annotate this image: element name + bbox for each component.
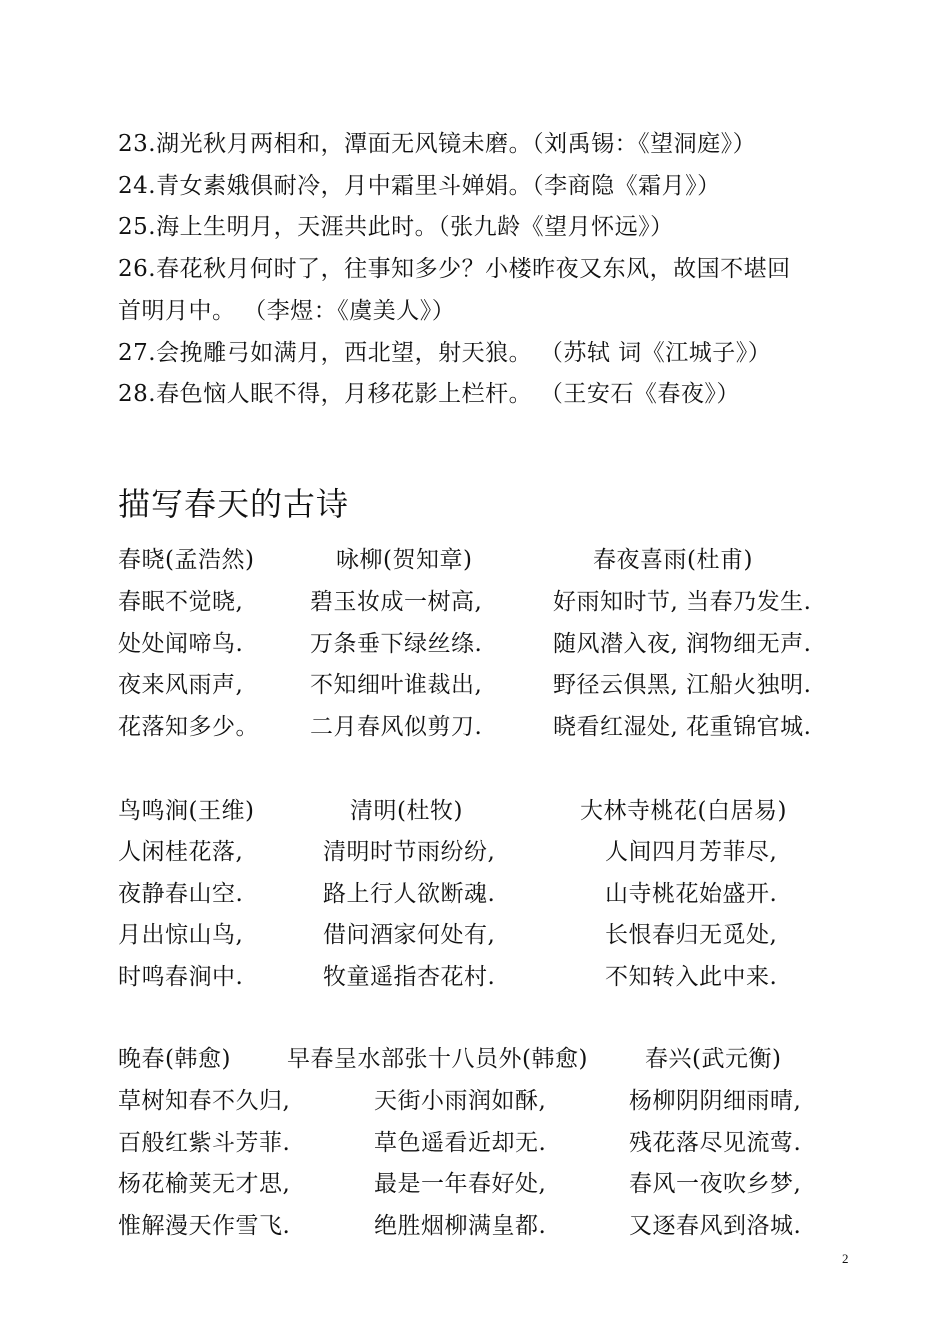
poem-verse: 长恨春归无觅处, (605, 922, 778, 948)
poem-verse: 好雨知时节, 当春乃发生. (553, 589, 812, 615)
poem-verse: 处处闻啼鸟. (118, 631, 244, 657)
poem-line-26: 26.春花秋月何时了，往事知多少？小楼昨夜又东风，故国不堪回 (118, 256, 791, 282)
poem-verse: 绝胜烟柳满皇都. (374, 1213, 547, 1239)
poem-line-28: 28.春色恼人眠不得，月移花影上栏杆。 （王安石《春夜》） (118, 381, 740, 407)
poem-verse: 牧童遥指杏花村. (323, 964, 496, 990)
poem-title: 清明(杜牧) (350, 798, 463, 824)
poem-verse: 杨花榆荚无才思, (118, 1171, 291, 1197)
poem-verse: 二月春风似剪刀. (310, 714, 483, 740)
poem-verse: 野径云俱黑, 江船火独明. (553, 672, 812, 698)
poem-verse: 残花落尽见流莺. (629, 1130, 802, 1156)
poem-verse: 随风潜入夜, 润物细无声. (553, 631, 812, 657)
poem-verse: 花落知多少。 (118, 714, 259, 740)
poem-title: 春夜喜雨(杜甫) (593, 547, 753, 573)
poem-verse: 晓看红湿处, 花重锦官城. (553, 714, 812, 740)
poem-verse: 杨柳阴阴细雨晴, (629, 1088, 802, 1114)
poem-verse: 草树知春不久归, (118, 1088, 291, 1114)
poem-verse: 路上行人欲断魂. (323, 881, 496, 907)
poem-verse: 春风一夜吹乡梦, (629, 1171, 802, 1197)
poem-verse: 夜静春山空. (118, 881, 244, 907)
poem-verse: 时鸣春涧中. (118, 964, 244, 990)
poem-title: 大林寺桃花(白居易) (580, 798, 787, 824)
poem-verse: 春眠不觉晓, (118, 589, 244, 615)
page-number: 2 (842, 1251, 849, 1266)
poem-verse: 清明时节雨纷纷, (323, 839, 496, 865)
poem-title: 晚春(韩愈) (118, 1046, 231, 1072)
section-heading: 描写春天的古诗 (118, 485, 350, 523)
poem-title: 春晓(孟浩然) (118, 547, 255, 573)
poem-verse: 惟解漫天作雪飞. (118, 1213, 291, 1239)
poem-verse: 万条垂下绿丝绦. (310, 631, 483, 657)
poem-line-23: 23.湖光秋月两相和，潭面无风镜未磨。（刘禹锡：《望洞庭》） (118, 131, 757, 157)
poem-verse: 山寺桃花始盛开. (605, 881, 778, 907)
poem-title: 春兴(武元衡) (645, 1046, 782, 1072)
poem-line-24: 24.青女素娥俱耐冷，月中霜里斗婵娟。（李商隐《霜月》） (118, 173, 721, 199)
poem-line-25: 25.海上生明月，天涯共此时。（张九龄《望月怀远》） (118, 214, 674, 240)
poem-verse: 不知细叶谁裁出, (310, 672, 483, 698)
poem-line-26-continued: 首明月中。 （李煜：《虞美人》） (118, 298, 456, 324)
poem-verse: 夜来风雨声, (118, 672, 244, 698)
poem-title: 咏柳(贺知章) (336, 547, 473, 573)
poem-verse: 不知转入此中来. (605, 964, 778, 990)
poem-verse: 借问酒家何处有, (323, 922, 496, 948)
poem-verse: 最是一年春好处, (374, 1171, 547, 1197)
poem-verse: 天街小雨润如酥, (374, 1088, 547, 1114)
poem-title: 鸟鸣涧(王维) (118, 798, 255, 824)
poem-verse: 又逐春风到洛城. (629, 1213, 802, 1239)
poem-verse: 人间四月芳菲尽, (605, 839, 778, 865)
poem-verse: 草色遥看近却无. (374, 1130, 547, 1156)
poem-line-27: 27.会挽雕弓如满月，西北望，射天狼。 （苏轼 词《江城子》） (118, 340, 772, 366)
poem-verse: 碧玉妆成一树高, (310, 589, 483, 615)
poem-verse: 月出惊山鸟, (118, 922, 244, 948)
poem-title: 早春呈水部张十八员外(韩愈) (287, 1046, 588, 1072)
poem-verse: 百般红紫斗芳菲. (118, 1130, 291, 1156)
poem-verse: 人闲桂花落, (118, 839, 244, 865)
